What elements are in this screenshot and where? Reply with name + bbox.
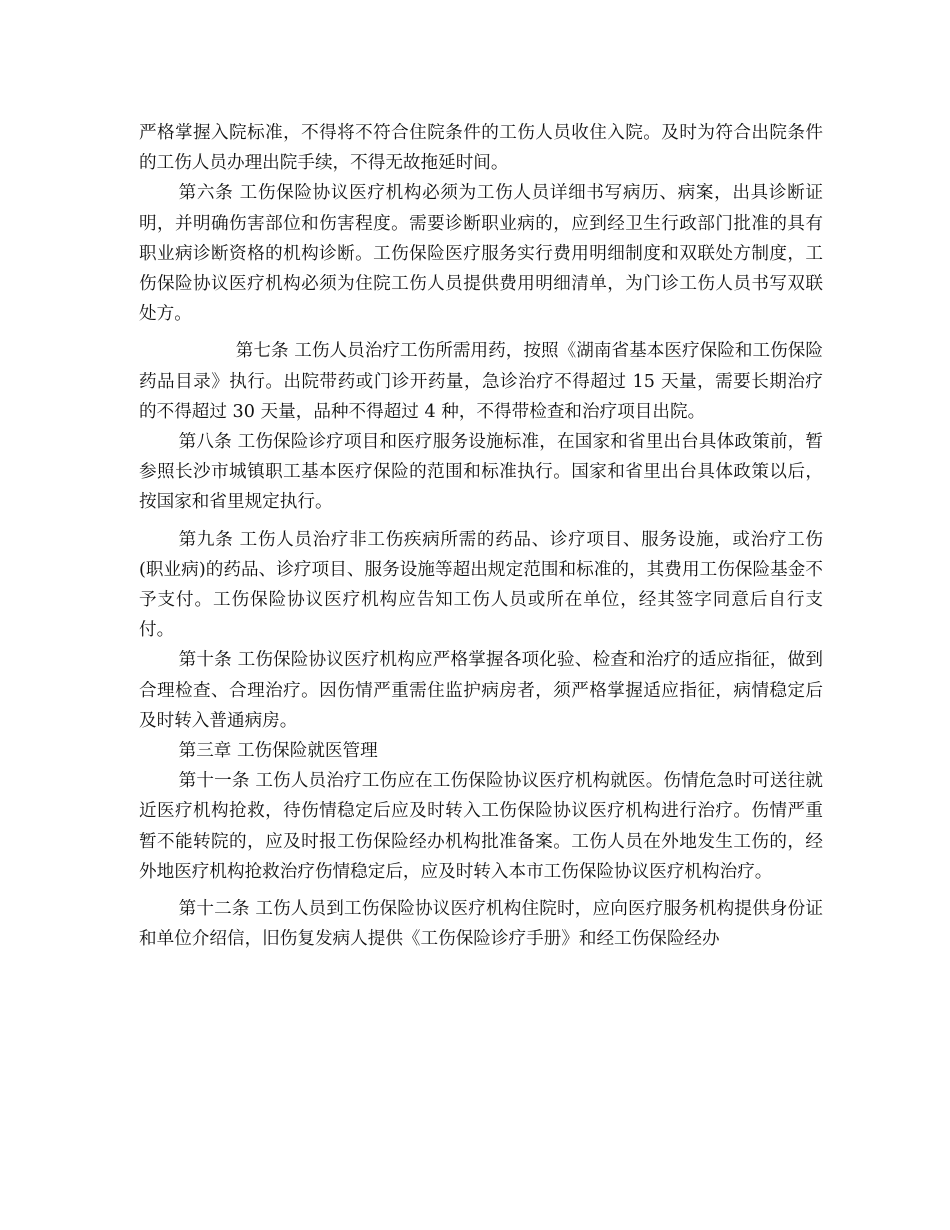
paragraph-article-8: 第八条 工伤保险诊疗项目和医疗服务设施标准，在国家和省里出台具体政策前，暂参照长沙市城镇职工基本医疗保险的范围和标准执行。国家和省里出台具体政策以后，按国家和省里规定执行。 — [139, 432, 823, 513]
document-body — [139, 118, 823, 954]
paragraph-article-11: 第十一条 工伤人员治疗工伤应在工伤保险协议医疗机构就医。伤情危急时可送往就近医疗机构抢救，待伤情稳定后应及时转入工伤保险协议医疗机构进行治疗。伤情严重暂不能转院的，应及时报工伤保险经办机构批准备案。工伤人员在外地发生工伤的，经外地医疗机构抢救治疗伤情稳定后，应及时转入本市工伤保险协议医疗机构治疗。 — [139, 771, 823, 882]
paragraph-article-9: 第九条 工伤人员治疗非工伤疾病所需的药品、诊疗项目、服务设施，或治疗工伤(职业病)的药品、诊疗项目、服务设施等超出规定范围和标准的，其费用工伤保险基金不予支付。工伤保险协议医疗机构应告知工伤人员或所在单位，经其签字同意后自行支付。 — [139, 529, 823, 641]
paragraph-article-7: 第七条 工伤人员治疗工伤所需用药，按照《湖南省基本医疗保险和工伤保险药品目录》执行。出院带药或门诊开药量，急诊治疗不得超过 15 天量，需要长期治疗的不得超过 30 天量，品种不得超过 4 种，不得带检查和治疗项目出院。 — [139, 341, 823, 422]
paragraph-article-12: 第十二条 工伤人员到工伤保险协议医疗机构住院时，应向医疗服务机构提供身份证和单位介绍信，旧伤复发病人提供《工伤保险诊疗手册》和经工伤保险经办 — [139, 899, 823, 950]
paragraph-article-6: 第六条 工伤保险协议医疗机构必须为工伤人员详细书写病历、病案，出具诊断证明，并明确伤害部位和伤害程度。需要诊断职业病的，应到经卫生行政部门批准的具有职业病诊断资格的机构诊断。工伤保险医疗服务实行费用明细制度和双联处方制度，工伤保险协议医疗机构必须为住院工伤人员提供费用明细清单，为门诊工伤人员书写双联处方。 — [139, 183, 823, 325]
chapter-heading-3: 第三章 工伤保险就医管理 — [178, 741, 378, 762]
paragraph-article-10: 第十条 工伤保险协议医疗机构应严格掌握各项化验、检查和治疗的适应指征，做到合理检查、合理治疗。因伤情严重需住监护病房者，须严格掌握适应指征，病情稳定后及时转入普通病房。 — [139, 650, 823, 731]
paragraph-intro: 严格掌握入院标准，不得将不符合住院条件的工伤人员收住入院。及时为符合出院条件的工伤人员办理出院手续，不得无故拖延时间。 — [139, 123, 823, 174]
